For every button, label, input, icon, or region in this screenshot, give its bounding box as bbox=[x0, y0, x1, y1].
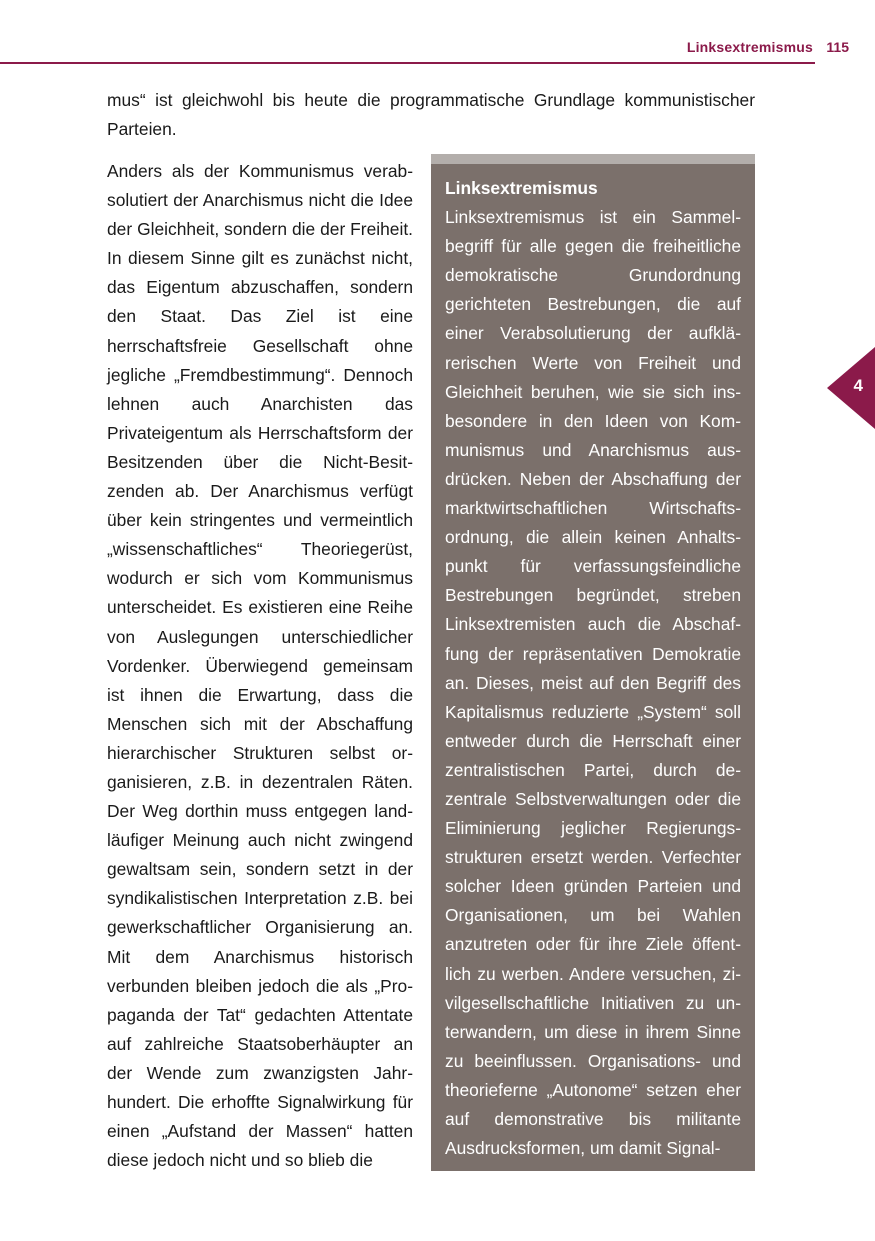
running-title: Linksextremismus bbox=[686, 39, 813, 55]
chapter-tab-marker bbox=[827, 347, 875, 429]
definition-box-content bbox=[445, 174, 741, 1163]
definition-box-top-bar bbox=[431, 154, 755, 164]
definition-box-body: Linksextremismus ist ein Sammelbegriff für alle gegen die freiheitliche demokratische Grundordnung gerichteten Bestrebungen, die auf einer Verabsolutierung der aufklärerischen Werte von Freiheit und Gleichheit beruhen, wie sie sich insbesondere in den Ideen von Kommunismus und Anarchismus ausdrücken. Neben der Abschaffung der marktwirtschaftlichen Wirtschaftsordnung, die allein keinen Anhaltspunkt für verfassungsfeindliche Bestrebungen begründet, streben Linksextremisten auch die Abschaffung der repräsentativen Demokratie an. Dieses, meist auf den Begriff des Kapitalismus reduzierte „System“ soll entweder durch die Herrschaft einer zentralistischen Partei, durch dezentrale Selbstverwaltungen oder die Eliminierung jeglicher Regierungsstrukturen ersetzt werden. Verfechter solcher Ideen gründen Parteien und Organisationen, um bei Wahlen anzutreten oder für ihre Ziele öffentlich zu werben. Andere versuchen, zivilgesellschaftliche Initiativen zu unterwandern, um diese in ihrem Sinne zu beeinflussen. Organisations- und theorieferne „Autonome“ setzen eher auf demonstrative bis militante Ausdrucksformen, um damit Signal- bbox=[445, 207, 741, 1159]
definition-box-title: Linksextremismus bbox=[445, 178, 598, 198]
definition-box bbox=[431, 154, 755, 1171]
page-number: 115 bbox=[826, 39, 849, 55]
left-column-paragraph: Anders als der Kommunismus verabsolutiert der Anarchismus nicht die Idee der Gleichheit, sondern die der Freiheit. In diesem Sinne gilt es zunächst nicht, das Eigentum abzuschaffen, sondern den Staat. Das Ziel ist eine herrschaftsfreie Gesellschaft ohne jegliche „Fremdbestimmung“. Dennoch lehnen auch Anarchisten das Privateigentum als Herrschaftsform der Besitzenden über die Nicht-Besitzenden ab. Der Anarchismus verfügt über kein stringentes und vermeintlich „wissenschaftliches“ Theoriegerüst, wodurch er sich vom Kommunismus unterscheidet. Es existieren eine Reihe von Auslegungen unterschiedlicher Vordenker. Überwiegend gemeinsam ist ihnen die Erwartung, dass die Menschen sich mit der Abschaffung hierarchischer Strukturen selbst organisieren, z.B. in dezentralen Räten. Der Weg dorthin muss entgegen landläufiger Meinung auch nicht zwingend gewaltsam sein, sondern setzt in der syndikalistischen Interpretation z.B. bei gewerkschaftlicher Organisierung an. Mit dem Anarchismus historisch verbunden bleiben jedoch die als „Propaganda der Tat“ gedachten Attentate auf zahlreiche Staatsoberhäupter an der Wende zum zwanzigsten Jahrhundert. Die erhoffte Signalwirkung für einen „Aufstand der Massen“ hatten diese jedoch nicht und so blieb die bbox=[107, 161, 413, 1171]
chapter-tab-number: 4 bbox=[853, 376, 863, 395]
header-rule bbox=[0, 62, 815, 64]
intro-paragraph: mus“ ist gleichwohl bis heute die programmatische Grundlage kommunistischer Parteien. bbox=[107, 90, 755, 139]
